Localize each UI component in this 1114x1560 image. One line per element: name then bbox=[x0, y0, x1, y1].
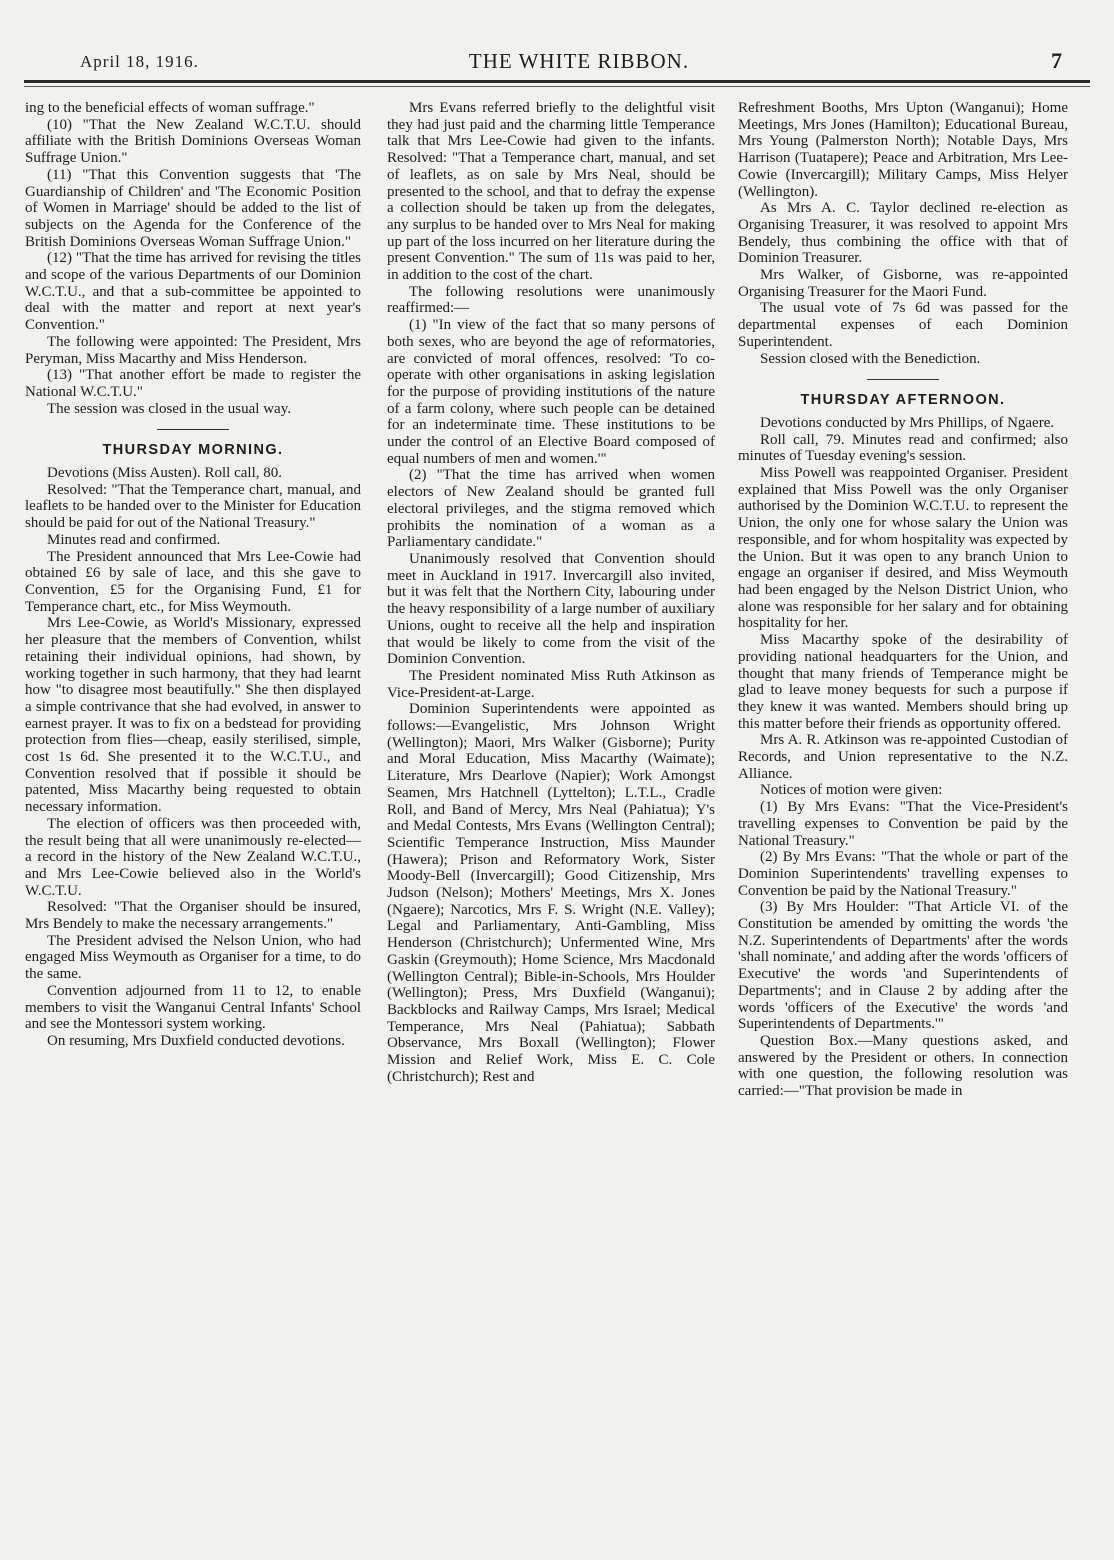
paragraph: Resolved: "That the Temperance chart, manual, and leaflets to be handed over to the Minister for Education should be paid for out of the National Treasury." bbox=[25, 481, 361, 532]
paragraph: (12) "That the time has arrived for revising the titles and scope of the various Departments of our Dominion W.C.T.U., and that a sub-committee be appointed to deal with the matter and report at next year's Convention." bbox=[25, 250, 361, 334]
paragraph: Resolved: "That the Organiser should be insured, Mrs Bendely to make the necessary arrangements." bbox=[25, 899, 361, 933]
paragraph: Mrs Evans referred briefly to the delightful visit they had just paid and the charming little Temperance talk that Mrs Lee-Cowie had given to the infants. Resolved: "That a Temperance chart, manual, and set of leaflets, as on sale by Mrs Neal, should be presented to the school, and that to defray the expense a collection should be taken up from the delegates, any surplus to be handed over to Mrs Neal for making up part of the loss incurred on her literature during the present Convention." The sum of 11s was paid to her, in addition to the cost of the chart. bbox=[387, 100, 715, 284]
paragraph: The election of officers was then proceeded with, the result being that all were unanimously re-elected—a record in the history of the New Zealand W.C.T.U., and Mrs Lee-Cowie believed also in the World's W.C.T.U. bbox=[25, 815, 361, 899]
paragraph: Mrs Lee-Cowie, as World's Missionary, expressed her pleasure that the members of Convention, whilst retaining their individual opinions, had shown, by working together in such harmony, that they had learnt how "to disagree most beautifully." She then displayed a simple contrivance that she had evolved, in answer to earnest prayer. It was to fix on a bedstead for providing protection from flies—cheap, easily sterilised, simple, cost 1s 6d. She presented it to the W.C.T.U., and Convention resolved that if possible it should be patented, Miss Macarthy being requested to obtain necessary information. bbox=[25, 615, 361, 816]
paragraph: The following resolutions were unanimously reaffirmed:— bbox=[387, 283, 715, 317]
paragraph: The session was closed in the usual way. bbox=[47, 400, 291, 417]
paragraph: The President advised the Nelson Union, who had engaged Miss Weymouth as Organiser for a time, to do the same. bbox=[25, 932, 361, 983]
paragraph: (2) "That the time has arrived when women electors of New Zealand should be granted full electoral privileges, and the stigma removed which prohibits the nomination of a woman as a Parliamentary candidate." bbox=[387, 467, 715, 551]
paragraph: On resuming, Mrs Duxfield conducted devotions. bbox=[47, 1032, 345, 1049]
paragraph: Mrs Walker, of Gisborne, was re-appointed Organising Treasurer for the Maori Fund. bbox=[738, 267, 1068, 300]
paragraph: The President nominated Miss Ruth Atkinson as Vice-President-at-Large. bbox=[387, 667, 715, 701]
section-heading-thursday-afternoon: THURSDAY AFTERNOON. bbox=[800, 392, 1006, 409]
paragraph: Devotions (Miss Austen). Roll call, 80. bbox=[47, 465, 282, 482]
paragraph: ing to the beneficial effects of woman suffrage." bbox=[25, 100, 315, 116]
paragraph: Roll call, 79. Minutes read and confirmed; also minutes of Tuesday evening's session. bbox=[738, 431, 1068, 465]
paragraph: The usual vote of 7s 6d was passed for the departmental expenses of each Dominion Superintendent. bbox=[738, 300, 1068, 350]
paragraph: (1) By Mrs Evans: "That the Vice-President's travelling expenses to Convention be paid by the National Treasury." bbox=[738, 799, 1068, 849]
issue-date: April 18, 1916. bbox=[80, 52, 199, 71]
page-number: 7 bbox=[1051, 48, 1062, 73]
paragraph: As Mrs A. C. Taylor declined re-election as Organising Treasurer, it was resolved to appoint Mrs Bendely, thus combining the office with that of Dominion Treasurer. bbox=[738, 200, 1068, 267]
paragraph: (1) "In view of the fact that so many persons of both sexes, who are beyond the age of reformatories, are convicted of moral offences, resolved: 'To co-operate with other organisations in asking legislation for the purpose of providing institutions of the nature of a farm colony, where such people can be detained for an indeterminate time. These institutions to be under the control of an Elective Board composed of equal numbers of men and women.'" bbox=[387, 317, 715, 467]
column-2 bbox=[387, 100, 715, 1540]
paragraph: Refreshment Booths, Mrs Upton (Wanganui); Home Meetings, Mrs Jones (Hamilton); Educational Bureau, Mrs Young (Palmerston North); Notable Days, Mrs Harrison (Tuatapere); Peace and Arbitration, Mrs Lee-Cowie (Invercargill); Military Camps, Miss Helyer (Wellington). bbox=[738, 100, 1068, 200]
paragraph: (10) "That the New Zealand W.C.T.U. should affiliate with the British Dominions Overseas Woman Suffrage Union." bbox=[25, 116, 361, 167]
paragraph: The President announced that Mrs Lee-Cowie had obtained £6 by sale of lace, and this she gave to Convention, £5 for the Organising Fund, £1 for Temperance chart, etc., for Miss Weymouth. bbox=[25, 548, 361, 615]
paragraph: Dominion Superintendents were appointed as follows:—Evangelistic, Mrs Johnson Wright (Wellington); Maori, Mrs Walker (Gisborne); Purity and Moral Education, Miss Macarthy (Waimate); Literature, Mrs Dearlove (Napier); Work Amongst Seamen, Mrs Hatchnell (Lyttelton); L.T.L., Cradle Roll, and Band of Mercy, Mrs Neal (Pahiatua); Y's and Medal Contests, Mrs Evans (Wellington Central); Scientific Temperance Instruction, Miss Maunder (Hawera); Prison and Reformatory Work, Sister Moody-Bell (Invercargill); Good Citizenship, Mrs Judson (Nelson); Mothers' Meetings, Mrs X. Jones (Ngaere); Narcotics, Mrs F. S. Wright (N.E. Valley); Legal and Parliamentary, Anti-Gambling, Miss Henderson (Christchurch); Unfermented Wine, Mrs Gaskin (Greymouth); Home Science, Mrs Macdonald (Wellington Central); Bible-in-Schools, Mrs Houlder (Wellington); Press, Mrs Duxfield (Wanganui); Backblocks and Railway Camps, Mrs Israel; Medical Temperance, Mrs Neal (Pahiatua); Sabbath Observance, Mrs Boxall (Wellington); Flower Mission and Relief Work, Miss E. C. Cole (Christchurch); Rest and bbox=[387, 701, 715, 1085]
paragraph: (3) By Mrs Houlder: "That Article VI. of the Constitution be amended by omitting the words 'the N.Z. Superintendents of Departments' after the words 'shall nominate,' and adding after the words 'officers of Executive' the words 'and Superintendents of Departments'; and in Clause 2 by adding after the words 'officers of the Executive' the words 'and Superintendents of Departments.'" bbox=[738, 899, 1068, 1033]
column-3 bbox=[738, 100, 1068, 1540]
paragraph: (2) By Mrs Evans: "That the whole or part of the Dominion Superintendents' travelling expenses to Convention be paid by the National Treasury." bbox=[738, 849, 1068, 899]
paragraph: Mrs A. R. Atkinson was re-appointed Custodian of Records, and Union representative to the N.Z. Alliance. bbox=[738, 732, 1068, 782]
header-rule bbox=[24, 80, 1090, 83]
section-heading-thursday-morning: THURSDAY MORNING. bbox=[102, 442, 284, 459]
paragraph: Notices of motion were given: bbox=[760, 782, 943, 799]
paragraph: Question Box.—Many questions asked, and answered by the President or others. In connection with one question, the following resolution was carried:—"That provision be made in bbox=[738, 1032, 1068, 1100]
paragraph: Miss Macarthy spoke of the desirability of providing national headquarters for the Union, and thought that many friends of Temperance might be glad to leave money bequests for such a purpose if they knew it was wanted. Members should bring up this matter before their friends as opportunity offered. bbox=[738, 632, 1068, 732]
header-rule-thin bbox=[24, 86, 1090, 87]
page-header bbox=[72, 48, 1086, 78]
paragraph: (13) "That another effort be made to register the National W.C.T.U." bbox=[25, 367, 361, 400]
column-1 bbox=[25, 100, 361, 1540]
section-divider bbox=[867, 379, 939, 380]
section-divider bbox=[157, 429, 229, 430]
paragraph: Devotions conducted by Mrs Phillips, of Ngaere. bbox=[760, 414, 1055, 431]
masthead-title: THE WHITE RIBBON. bbox=[468, 49, 690, 73]
paragraph: The following were appointed: The President, Mrs Peryman, Miss Macarthy and Miss Henderson. bbox=[25, 333, 361, 367]
paragraph: Convention adjourned from 11 to 12, to enable members to visit the Wanganui Central Infants' School and see the Montessori system working. bbox=[25, 982, 361, 1033]
paragraph: (11) "That this Convention suggests that 'The Guardianship of Children' and 'The Economic Position of Women in Marriage' should be added to the list of subjects on the Agenda for the Conference of the British Dominions Overseas Woman Suffrage Union." bbox=[25, 166, 361, 250]
paragraph: Minutes read and confirmed. bbox=[47, 531, 221, 548]
paragraph: Session closed with the Benediction. bbox=[760, 350, 981, 367]
paragraph: Unanimously resolved that Convention should meet in Auckland in 1917. Invercargill also invited, but it was felt that the Northern City, labouring under the heavy responsibility of a large number of auxiliary Unions, ought to receive all the help and inspiration that would be likely to come from the visit of the Dominion Convention. bbox=[387, 550, 715, 668]
paragraph: Miss Powell was reappointed Organiser. President explained that Miss Powell was the only Organiser authorised by the Dominion W.C.T.U. to represent the Union, the only one for whose salary the Union was responsible, and for whom hospitality was expected by the Union. But it was open to any branch Union to engage an organiser if desired, and Miss Weymouth had been engaged by the Nelson District Union, who alone was responsible for her salary and for obtaining hospitality for her. bbox=[738, 465, 1068, 632]
